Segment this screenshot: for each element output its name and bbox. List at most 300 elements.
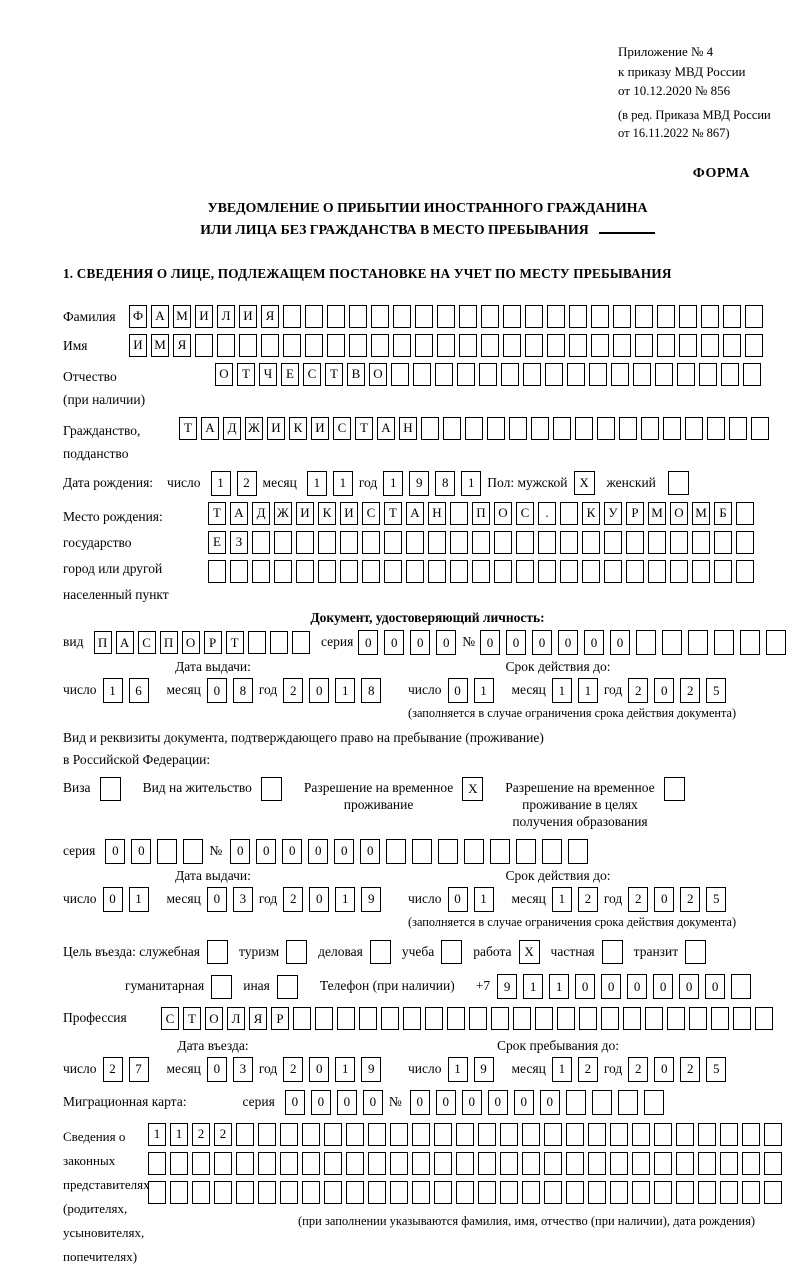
char-cell[interactable]: [437, 305, 455, 328]
char-cell[interactable]: 2: [103, 1057, 123, 1082]
purpose-private-checkbox[interactable]: [602, 940, 623, 964]
char-cell[interactable]: 1: [211, 471, 231, 496]
char-cell[interactable]: [720, 1123, 738, 1146]
char-cell[interactable]: У: [604, 502, 622, 525]
char-cell[interactable]: [654, 1123, 672, 1146]
char-cell[interactable]: 6: [129, 678, 149, 703]
char-cell[interactable]: [450, 502, 468, 525]
char-cell[interactable]: И: [129, 334, 147, 357]
char-cell[interactable]: 1: [103, 678, 123, 703]
purpose-other-checkbox[interactable]: [277, 975, 298, 999]
char-cell[interactable]: [368, 1181, 386, 1204]
char-cell[interactable]: 1: [474, 678, 494, 703]
char-cell[interactable]: [192, 1152, 210, 1175]
char-cell[interactable]: [384, 531, 402, 554]
char-cell[interactable]: 1: [474, 887, 494, 912]
char-cell[interactable]: 9: [361, 887, 381, 912]
char-cell[interactable]: [315, 1007, 333, 1030]
char-cell[interactable]: [362, 560, 380, 583]
char-cell[interactable]: 0: [384, 630, 404, 655]
char-cell[interactable]: [601, 1007, 619, 1030]
char-cell[interactable]: [729, 417, 747, 440]
char-cell[interactable]: [447, 1007, 465, 1030]
char-cell[interactable]: 0: [480, 630, 500, 655]
char-cell[interactable]: [459, 334, 477, 357]
char-cell[interactable]: [655, 363, 673, 386]
char-cell[interactable]: 1: [170, 1123, 188, 1146]
visa-checkbox[interactable]: [100, 777, 121, 801]
char-cell[interactable]: [513, 1007, 531, 1030]
char-cell[interactable]: 2: [628, 678, 648, 703]
char-cell[interactable]: [591, 334, 609, 357]
char-cell[interactable]: [391, 363, 409, 386]
char-cell[interactable]: [390, 1123, 408, 1146]
char-cell[interactable]: [644, 1090, 664, 1115]
char-cell[interactable]: [464, 839, 484, 864]
char-cell[interactable]: 1: [549, 974, 569, 999]
char-cell[interactable]: [434, 1152, 452, 1175]
char-cell[interactable]: [733, 1007, 751, 1030]
char-cell[interactable]: 0: [462, 1090, 482, 1115]
char-cell[interactable]: М: [692, 502, 710, 525]
char-cell[interactable]: А: [116, 631, 134, 654]
purpose-humanitarian-checkbox[interactable]: [211, 975, 232, 999]
char-cell[interactable]: [522, 1181, 540, 1204]
char-cell[interactable]: [745, 305, 763, 328]
char-cell[interactable]: [663, 417, 681, 440]
char-cell[interactable]: [522, 1123, 540, 1146]
char-cell[interactable]: 0: [334, 839, 354, 864]
char-cell[interactable]: А: [201, 417, 219, 440]
char-cell[interactable]: С: [138, 631, 156, 654]
char-cell[interactable]: [509, 417, 527, 440]
char-cell[interactable]: А: [406, 502, 424, 525]
char-cell[interactable]: [645, 1007, 663, 1030]
char-cell[interactable]: А: [230, 502, 248, 525]
char-cell[interactable]: Т: [355, 417, 373, 440]
char-cell[interactable]: [148, 1181, 166, 1204]
char-cell[interactable]: [743, 363, 761, 386]
char-cell[interactable]: [413, 363, 431, 386]
char-cell[interactable]: И: [296, 502, 314, 525]
char-cell[interactable]: О: [369, 363, 387, 386]
char-cell[interactable]: 0: [540, 1090, 560, 1115]
char-cell[interactable]: [346, 1123, 364, 1146]
char-cell[interactable]: [258, 1123, 276, 1146]
char-cell[interactable]: Б: [714, 502, 732, 525]
char-cell[interactable]: П: [472, 502, 490, 525]
char-cell[interactable]: 5: [706, 1057, 726, 1082]
char-cell[interactable]: О: [182, 631, 200, 654]
char-cell[interactable]: [544, 1152, 562, 1175]
char-cell[interactable]: [494, 560, 512, 583]
char-cell[interactable]: [736, 560, 754, 583]
char-cell[interactable]: [544, 1181, 562, 1204]
char-cell[interactable]: [438, 839, 458, 864]
char-cell[interactable]: [711, 1007, 729, 1030]
char-cell[interactable]: 9: [474, 1057, 494, 1082]
char-cell[interactable]: [723, 305, 741, 328]
char-cell[interactable]: [679, 334, 697, 357]
edu-residence-checkbox[interactable]: [664, 777, 685, 801]
char-cell[interactable]: [252, 531, 270, 554]
char-cell[interactable]: 0: [558, 630, 578, 655]
char-cell[interactable]: [501, 363, 519, 386]
char-cell[interactable]: [740, 630, 760, 655]
char-cell[interactable]: [359, 1007, 377, 1030]
char-cell[interactable]: [566, 1181, 584, 1204]
char-cell[interactable]: [487, 417, 505, 440]
char-cell[interactable]: [553, 417, 571, 440]
char-cell[interactable]: Ч: [259, 363, 277, 386]
char-cell[interactable]: [626, 560, 644, 583]
char-cell[interactable]: 0: [653, 974, 673, 999]
char-cell[interactable]: 8: [233, 678, 253, 703]
char-cell[interactable]: [516, 839, 536, 864]
char-cell[interactable]: [569, 305, 587, 328]
char-cell[interactable]: 1: [383, 471, 403, 496]
char-cell[interactable]: Ж: [245, 417, 263, 440]
char-cell[interactable]: [390, 1152, 408, 1175]
char-cell[interactable]: 2: [578, 1057, 598, 1082]
char-cell[interactable]: [745, 334, 763, 357]
char-cell[interactable]: 1: [129, 887, 149, 912]
char-cell[interactable]: Л: [227, 1007, 245, 1030]
char-cell[interactable]: 0: [448, 887, 468, 912]
char-cell[interactable]: [698, 1181, 716, 1204]
char-cell[interactable]: [252, 560, 270, 583]
char-cell[interactable]: [522, 1152, 540, 1175]
char-cell[interactable]: 0: [488, 1090, 508, 1115]
char-cell[interactable]: [340, 531, 358, 554]
residence-permit-checkbox[interactable]: [261, 777, 282, 801]
char-cell[interactable]: 0: [309, 678, 329, 703]
char-cell[interactable]: 2: [680, 1057, 700, 1082]
char-cell[interactable]: Е: [208, 531, 226, 554]
char-cell[interactable]: [613, 334, 631, 357]
char-cell[interactable]: [415, 334, 433, 357]
char-cell[interactable]: 0: [679, 974, 699, 999]
char-cell[interactable]: И: [195, 305, 213, 328]
char-cell[interactable]: С: [161, 1007, 179, 1030]
char-cell[interactable]: 9: [497, 974, 517, 999]
char-cell[interactable]: [283, 305, 301, 328]
char-cell[interactable]: [296, 560, 314, 583]
purpose-official-checkbox[interactable]: [207, 940, 228, 964]
char-cell[interactable]: [714, 630, 734, 655]
char-cell[interactable]: 1: [307, 471, 327, 496]
char-cell[interactable]: [635, 305, 653, 328]
char-cell[interactable]: [450, 531, 468, 554]
char-cell[interactable]: [610, 1181, 628, 1204]
char-cell[interactable]: 0: [207, 678, 227, 703]
char-cell[interactable]: [456, 1181, 474, 1204]
char-cell[interactable]: [421, 417, 439, 440]
char-cell[interactable]: [516, 531, 534, 554]
char-cell[interactable]: [766, 630, 786, 655]
char-cell[interactable]: [654, 1181, 672, 1204]
char-cell[interactable]: [478, 1152, 496, 1175]
char-cell[interactable]: [641, 417, 659, 440]
char-cell[interactable]: [662, 630, 682, 655]
char-cell[interactable]: 0: [311, 1090, 331, 1115]
char-cell[interactable]: 0: [654, 887, 674, 912]
char-cell[interactable]: [217, 334, 235, 357]
char-cell[interactable]: [560, 502, 578, 525]
char-cell[interactable]: [582, 531, 600, 554]
char-cell[interactable]: [701, 334, 719, 357]
char-cell[interactable]: [755, 1007, 773, 1030]
char-cell[interactable]: Р: [271, 1007, 289, 1030]
char-cell[interactable]: 0: [532, 630, 552, 655]
char-cell[interactable]: [575, 417, 593, 440]
char-cell[interactable]: [701, 305, 719, 328]
char-cell[interactable]: [415, 305, 433, 328]
char-cell[interactable]: 0: [410, 1090, 430, 1115]
char-cell[interactable]: 9: [409, 471, 429, 496]
char-cell[interactable]: Ж: [274, 502, 292, 525]
char-cell[interactable]: [714, 531, 732, 554]
char-cell[interactable]: [588, 1181, 606, 1204]
char-cell[interactable]: 0: [654, 1057, 674, 1082]
char-cell[interactable]: [481, 334, 499, 357]
char-cell[interactable]: [582, 560, 600, 583]
char-cell[interactable]: Т: [179, 417, 197, 440]
char-cell[interactable]: О: [215, 363, 233, 386]
char-cell[interactable]: [589, 363, 607, 386]
char-cell[interactable]: [393, 305, 411, 328]
char-cell[interactable]: [192, 1181, 210, 1204]
char-cell[interactable]: Я: [249, 1007, 267, 1030]
char-cell[interactable]: [230, 560, 248, 583]
char-cell[interactable]: [632, 1152, 650, 1175]
char-cell[interactable]: .: [538, 502, 556, 525]
char-cell[interactable]: Р: [204, 631, 222, 654]
char-cell[interactable]: 3: [233, 887, 253, 912]
char-cell[interactable]: [362, 531, 380, 554]
char-cell[interactable]: [569, 334, 587, 357]
char-cell[interactable]: [195, 334, 213, 357]
char-cell[interactable]: [648, 560, 666, 583]
char-cell[interactable]: [412, 1123, 430, 1146]
sex-male-checkbox[interactable]: X: [574, 471, 595, 495]
char-cell[interactable]: [292, 631, 310, 654]
char-cell[interactable]: [148, 1152, 166, 1175]
char-cell[interactable]: [412, 1152, 430, 1175]
char-cell[interactable]: [324, 1123, 342, 1146]
char-cell[interactable]: Т: [237, 363, 255, 386]
char-cell[interactable]: 0: [448, 678, 468, 703]
char-cell[interactable]: [635, 334, 653, 357]
char-cell[interactable]: 2: [628, 887, 648, 912]
char-cell[interactable]: 0: [230, 839, 250, 864]
char-cell[interactable]: 1: [333, 471, 353, 496]
char-cell[interactable]: [626, 531, 644, 554]
char-cell[interactable]: [258, 1181, 276, 1204]
char-cell[interactable]: 0: [207, 1057, 227, 1082]
char-cell[interactable]: [456, 1123, 474, 1146]
char-cell[interactable]: Н: [428, 502, 446, 525]
char-cell[interactable]: [636, 630, 656, 655]
char-cell[interactable]: [236, 1123, 254, 1146]
char-cell[interactable]: [239, 334, 257, 357]
char-cell[interactable]: Д: [223, 417, 241, 440]
char-cell[interactable]: [623, 1007, 641, 1030]
char-cell[interactable]: [503, 305, 521, 328]
char-cell[interactable]: 2: [214, 1123, 232, 1146]
char-cell[interactable]: [500, 1123, 518, 1146]
char-cell[interactable]: [381, 1007, 399, 1030]
char-cell[interactable]: [318, 560, 336, 583]
char-cell[interactable]: [633, 363, 651, 386]
char-cell[interactable]: [293, 1007, 311, 1030]
char-cell[interactable]: [764, 1123, 782, 1146]
char-cell[interactable]: С: [303, 363, 321, 386]
temp-residence-checkbox[interactable]: X: [462, 777, 483, 801]
char-cell[interactable]: И: [311, 417, 329, 440]
char-cell[interactable]: [170, 1152, 188, 1175]
char-cell[interactable]: 1: [335, 678, 355, 703]
char-cell[interactable]: [406, 560, 424, 583]
char-cell[interactable]: [443, 417, 461, 440]
char-cell[interactable]: [723, 334, 741, 357]
char-cell[interactable]: К: [582, 502, 600, 525]
char-cell[interactable]: Д: [252, 502, 270, 525]
char-cell[interactable]: 1: [578, 678, 598, 703]
char-cell[interactable]: 0: [358, 630, 378, 655]
char-cell[interactable]: [305, 334, 323, 357]
char-cell[interactable]: [751, 417, 769, 440]
char-cell[interactable]: [280, 1152, 298, 1175]
char-cell[interactable]: 1: [552, 887, 572, 912]
char-cell[interactable]: 2: [628, 1057, 648, 1082]
char-cell[interactable]: [386, 839, 406, 864]
char-cell[interactable]: [296, 531, 314, 554]
char-cell[interactable]: [270, 631, 288, 654]
char-cell[interactable]: [611, 363, 629, 386]
char-cell[interactable]: [648, 531, 666, 554]
char-cell[interactable]: [450, 560, 468, 583]
char-cell[interactable]: П: [160, 631, 178, 654]
char-cell[interactable]: [214, 1152, 232, 1175]
char-cell[interactable]: [588, 1123, 606, 1146]
char-cell[interactable]: [604, 531, 622, 554]
char-cell[interactable]: 2: [283, 1057, 303, 1082]
char-cell[interactable]: Т: [384, 502, 402, 525]
char-cell[interactable]: П: [94, 631, 112, 654]
char-cell[interactable]: [698, 1123, 716, 1146]
char-cell[interactable]: 1: [335, 1057, 355, 1082]
purpose-work-checkbox[interactable]: X: [519, 940, 540, 964]
char-cell[interactable]: А: [377, 417, 395, 440]
char-cell[interactable]: [371, 305, 389, 328]
char-cell[interactable]: 0: [575, 974, 595, 999]
char-cell[interactable]: С: [333, 417, 351, 440]
char-cell[interactable]: [368, 1152, 386, 1175]
char-cell[interactable]: [557, 1007, 575, 1030]
char-cell[interactable]: 8: [435, 471, 455, 496]
char-cell[interactable]: [302, 1123, 320, 1146]
char-cell[interactable]: [340, 560, 358, 583]
char-cell[interactable]: 1: [552, 678, 572, 703]
char-cell[interactable]: [544, 1123, 562, 1146]
char-cell[interactable]: 5: [706, 887, 726, 912]
char-cell[interactable]: [248, 631, 266, 654]
char-cell[interactable]: [437, 334, 455, 357]
char-cell[interactable]: 1: [461, 471, 481, 496]
char-cell[interactable]: [481, 305, 499, 328]
char-cell[interactable]: [346, 1181, 364, 1204]
char-cell[interactable]: [604, 560, 622, 583]
char-cell[interactable]: [346, 1152, 364, 1175]
char-cell[interactable]: [318, 531, 336, 554]
char-cell[interactable]: [327, 305, 345, 328]
char-cell[interactable]: И: [239, 305, 257, 328]
char-cell[interactable]: 2: [680, 887, 700, 912]
sex-female-checkbox[interactable]: [668, 471, 689, 495]
char-cell[interactable]: 2: [283, 678, 303, 703]
char-cell[interactable]: [472, 531, 490, 554]
char-cell[interactable]: [591, 305, 609, 328]
char-cell[interactable]: Т: [325, 363, 343, 386]
char-cell[interactable]: [618, 1090, 638, 1115]
char-cell[interactable]: [560, 560, 578, 583]
char-cell[interactable]: [566, 1123, 584, 1146]
purpose-transit-checkbox[interactable]: [685, 940, 706, 964]
char-cell[interactable]: [491, 1007, 509, 1030]
char-cell[interactable]: [479, 363, 497, 386]
char-cell[interactable]: [261, 334, 279, 357]
char-cell[interactable]: [236, 1152, 254, 1175]
char-cell[interactable]: [435, 363, 453, 386]
char-cell[interactable]: [736, 531, 754, 554]
char-cell[interactable]: [547, 334, 565, 357]
char-cell[interactable]: 0: [436, 630, 456, 655]
char-cell[interactable]: 0: [309, 1057, 329, 1082]
char-cell[interactable]: 0: [610, 630, 630, 655]
char-cell[interactable]: [566, 1090, 586, 1115]
char-cell[interactable]: [500, 1181, 518, 1204]
char-cell[interactable]: [699, 363, 717, 386]
char-cell[interactable]: 2: [237, 471, 257, 496]
char-cell[interactable]: [280, 1123, 298, 1146]
char-cell[interactable]: [592, 1090, 612, 1115]
char-cell[interactable]: [337, 1007, 355, 1030]
char-cell[interactable]: [692, 531, 710, 554]
char-cell[interactable]: Е: [281, 363, 299, 386]
char-cell[interactable]: [459, 305, 477, 328]
char-cell[interactable]: [258, 1152, 276, 1175]
char-cell[interactable]: [613, 305, 631, 328]
char-cell[interactable]: 0: [360, 839, 380, 864]
char-cell[interactable]: [742, 1123, 760, 1146]
char-cell[interactable]: [393, 334, 411, 357]
char-cell[interactable]: [371, 334, 389, 357]
char-cell[interactable]: [525, 334, 543, 357]
char-cell[interactable]: [597, 417, 615, 440]
char-cell[interactable]: [579, 1007, 597, 1030]
char-cell[interactable]: 0: [514, 1090, 534, 1115]
purpose-study-checkbox[interactable]: [441, 940, 462, 964]
char-cell[interactable]: [742, 1181, 760, 1204]
char-cell[interactable]: [516, 560, 534, 583]
char-cell[interactable]: [535, 1007, 553, 1030]
char-cell[interactable]: 0: [308, 839, 328, 864]
char-cell[interactable]: 7: [129, 1057, 149, 1082]
char-cell[interactable]: [170, 1181, 188, 1204]
char-cell[interactable]: [566, 1152, 584, 1175]
char-cell[interactable]: [434, 1181, 452, 1204]
